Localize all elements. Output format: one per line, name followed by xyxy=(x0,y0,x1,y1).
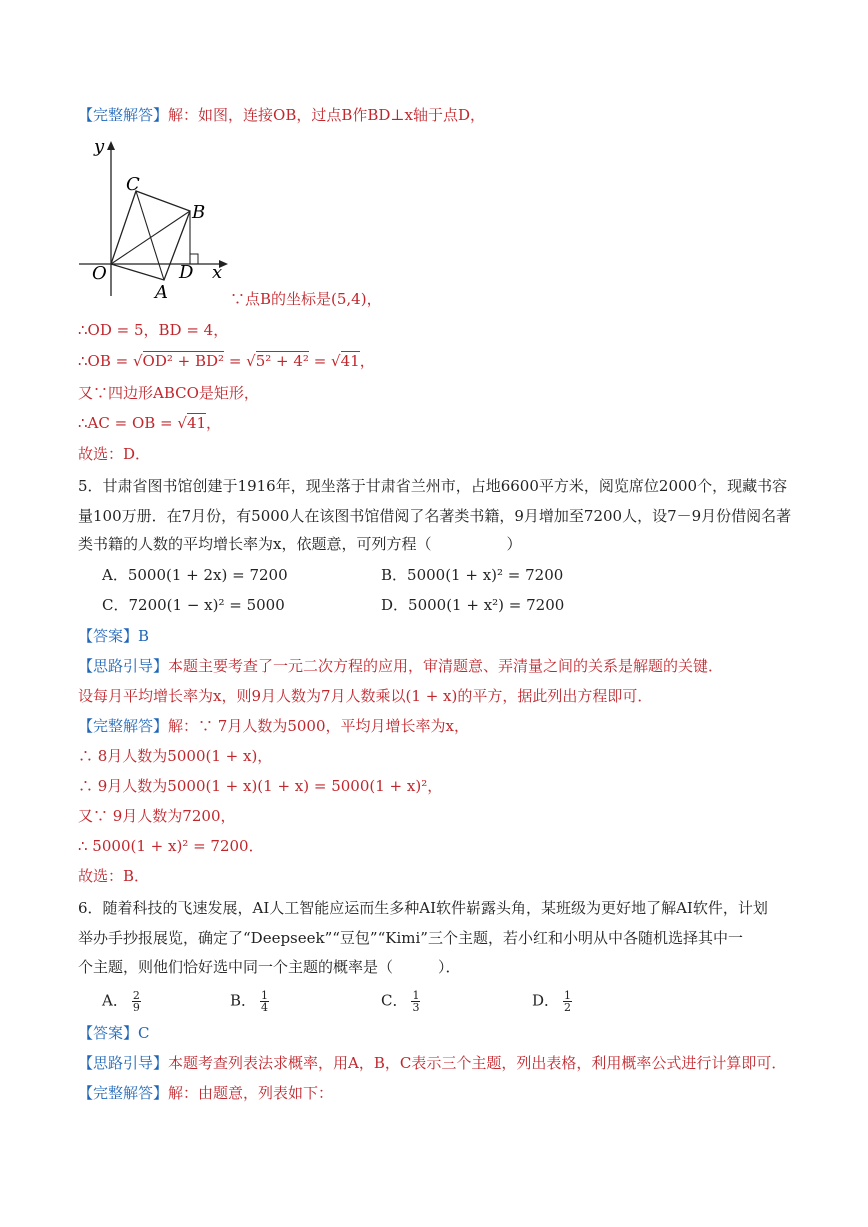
option-label: C． xyxy=(381,991,408,1010)
q5-hint xyxy=(78,656,723,676)
q5-step-5: ∴ 5000(1 + x)² = 7200． xyxy=(78,837,264,855)
label-B: B xyxy=(192,202,206,223)
solution-text: 解：由题意，列表如下： xyxy=(168,1084,334,1102)
fraction-denominator: 9 xyxy=(132,1001,140,1014)
q4-step-3b: OD² + BD² xyxy=(142,352,225,370)
fraction-denominator: 4 xyxy=(261,1001,269,1014)
hint-text: 本题主要考查了一元二次方程的应用，审清题意、弄清量之间的关系是解题的关键． xyxy=(168,657,724,675)
q4-step-3e: = xyxy=(308,352,332,370)
q4-conclusion: 故选：D． xyxy=(78,445,151,463)
q5-solution-intro xyxy=(78,716,469,736)
q6-option-c xyxy=(381,990,420,1013)
q4-step-3d: 5² + 4² xyxy=(255,352,309,370)
q6-stem-line-2: 举办手抄报展览，确定了“Deepseek”“豆包”“Kimi”三个主题，若小红和小明从中各随机选择其中一 xyxy=(78,929,743,947)
q4-solution-intro xyxy=(78,105,485,125)
q5-answer: 【答案】B xyxy=(78,627,150,645)
label-O: O xyxy=(92,263,107,284)
q4-step-3g: ， xyxy=(359,352,375,370)
q6-option-d xyxy=(532,990,572,1013)
hint-text: 本题考查列表法求概率，用A，B，C表示三个主题，列出表格，利用概率公式进行计算即可． xyxy=(168,1054,787,1072)
segment-AC xyxy=(136,191,164,280)
q4-step-3c: = xyxy=(224,352,247,370)
hint-tag: 【思路引导】 xyxy=(78,1054,169,1072)
solution-tag: 【完整解答】 xyxy=(78,1084,169,1102)
q5-option-a: A．5000(1 + 2x) = 7200 xyxy=(102,566,288,584)
label-x: x xyxy=(212,262,223,283)
option-label: B． xyxy=(230,991,257,1010)
fraction-numerator: 2 xyxy=(132,989,140,1002)
q6-stem-line-1: 6．随着科技的飞速发展，AI人工智能应运而生多种AI软件崭露头角，某班级为更好地了解AI软件，计划 xyxy=(78,899,768,917)
q4-step-1: ∵点B的坐标是(5,4)， xyxy=(230,290,382,308)
q6-answer: 【答案】C xyxy=(78,1024,150,1042)
q5-step-3: ∴ 9月人数为5000(1 + x)(1 + x) = 5000(1 + x)²， xyxy=(78,777,443,795)
q4-step-5a: ∴AC = OB = xyxy=(78,414,178,432)
q6-stem-line-3: 个主题，则他们恰好选中同一个主题的概率是（ ）． xyxy=(78,958,461,976)
q4-step-5c: ， xyxy=(206,414,222,432)
q4-step-3f: 41 xyxy=(340,352,360,370)
q6-hint xyxy=(78,1053,786,1073)
q5-conclusion: 故选：B． xyxy=(78,867,150,885)
q5-stem-line-2: 量100万册．在7月份，有5000人在该图书馆借阅了名著类书籍，9月增加至7200人，设7－9月份借阅名著 xyxy=(78,507,792,525)
solution-text: 解：∵ 7月人数为5000，平均月增长率为x， xyxy=(168,717,469,735)
q5-step-2: ∴ 8月人数为5000(1 + x)， xyxy=(78,747,273,765)
fraction-numerator: 1 xyxy=(261,989,269,1002)
solution-tag: 【完整解答】 xyxy=(78,106,169,124)
fraction-numerator: 1 xyxy=(412,989,420,1002)
label-C: C xyxy=(126,174,140,195)
q4-step-5b: 41 xyxy=(186,414,207,432)
q5-hint-line-2: 设每月平均增长率为x，则9月人数为7月人数乘以(1 + x)的平方，据此列出方程即可． xyxy=(78,687,653,705)
label-D: D xyxy=(179,262,194,283)
q4-step-2: ∴OD = 5，BD = 4， xyxy=(78,321,229,339)
geometry-figure xyxy=(76,136,236,301)
label-y: y xyxy=(94,136,105,157)
fraction-denominator: 2 xyxy=(564,1001,572,1014)
y-axis-arrow xyxy=(107,141,115,150)
q4-step-4: 又∵四边形ABCO是矩形， xyxy=(78,384,259,402)
fraction-denominator: 3 xyxy=(412,1001,420,1014)
solution-text: 解：如图，连接OB，过点B作BD⊥x轴于点D， xyxy=(168,106,486,124)
option-label: D． xyxy=(532,991,560,1010)
q6-option-b xyxy=(230,990,269,1013)
q4-step-3a: ∴OB = xyxy=(78,352,133,370)
label-A: A xyxy=(155,282,168,301)
q5-option-c: C．7200(1 − x)² = 5000 xyxy=(102,596,285,614)
solution-tag: 【完整解答】 xyxy=(78,717,169,735)
q5-step-4: 又∵ 9月人数为7200， xyxy=(78,807,236,825)
q6-solution-intro xyxy=(78,1083,333,1103)
q5-option-d: D．5000(1 + x²) = 7200 xyxy=(381,596,565,614)
fraction-numerator: 1 xyxy=(564,989,572,1002)
q4-step-3: ∴OB = √OD² + BD² = √5² + 4² = √41， xyxy=(78,352,375,370)
option-label: A． xyxy=(102,991,128,1010)
q6-option-a xyxy=(102,990,141,1013)
hint-tag: 【思路引导】 xyxy=(78,657,169,675)
q5-stem-line-3: 类书籍的人数的平均增长率为x，依题意，可列方程（ ） xyxy=(78,535,522,553)
q4-step-5: ∴AC = OB = √41， xyxy=(78,414,222,432)
q5-stem-line-1: 5．甘肃省图书馆创建于1916年，现坐落于甘肃省兰州市，占地6600平方米，阅览席位2000个，现藏书容 xyxy=(78,477,788,495)
q5-option-b: B．5000(1 + x)² = 7200 xyxy=(381,566,564,584)
